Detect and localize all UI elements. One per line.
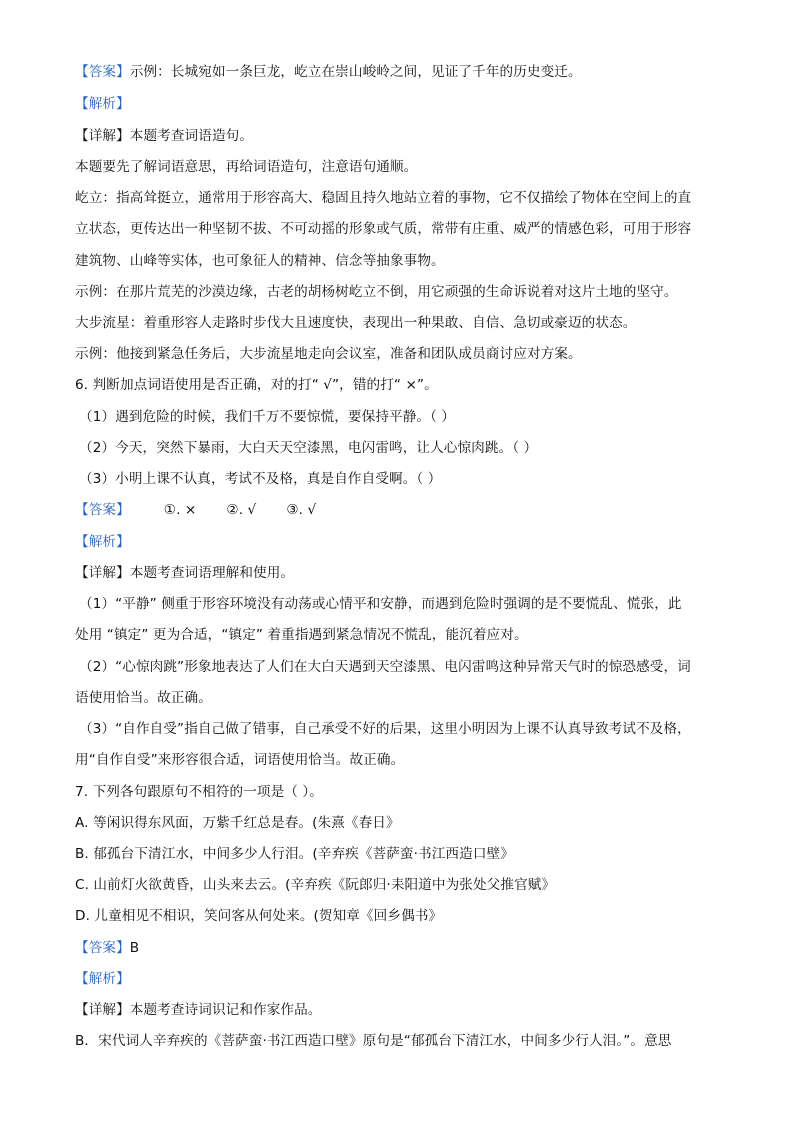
paragraph-line: 用“自作自受”来形容很合适，词语使用恰当。故正确。 — [75, 752, 405, 768]
answer-tag: 【答案】 — [75, 940, 130, 956]
analysis-heading — [75, 969, 715, 989]
paragraph-line: （3）“自作自受”指自己做了错事，自己承受不好的后果，这里小明因为上课不认真导致考试不及格， — [79, 721, 691, 737]
analysis-heading — [75, 94, 715, 114]
choice-a: A. 等闲识得东风面，万紫千红总是春。(朱熹《春日》 — [75, 815, 400, 831]
detail-text: 本题考查词语理解和使用。 — [129, 565, 295, 581]
paragraph-line: 立状态，更传达出一种坚韧不拔、不可动摇的形象或气质，常带有庄重、威严的情感色彩，可用于形容 — [75, 221, 692, 237]
paragraph-line: 示例：在那片荒芜的沙漠边缘，古老的胡杨树屹立不倒，用它顽强的生命诉说着对这片土地的坚守。 — [75, 284, 678, 300]
choice-c: C. 山前灯火欲黄昏，山头来去云。(辛弃疾《阮郎归·耒阳道中为张处父推官赋》 — [75, 877, 556, 893]
answer-item: ③. √ — [286, 502, 317, 518]
analysis-heading — [75, 532, 715, 552]
question-item: （3）小明上课不认真，考试不及格，真是自作自受啊。（ ） — [79, 471, 442, 487]
paragraph-line: 处用 “镇定” 更为合适，“镇定” 着重指遇到紧急情况不慌乱，能沉着应对。 — [75, 627, 528, 643]
detail-tag: 【详解】 — [75, 128, 130, 144]
paragraph-line: （1）“平静” 侧重于形容环境没有动荡或心情平和安静，而遇到危险时强调的是不要慌乱、慌张，此 — [79, 596, 682, 612]
answer-item: ①. × — [163, 502, 197, 518]
analysis-tag: 【解析】 — [75, 96, 130, 112]
answer-line — [75, 62, 715, 82]
answer-tag: 【答案】 — [75, 64, 130, 80]
detail-line — [75, 126, 715, 146]
answer-text: 示例：长城宛如一条巨龙，屹立在崇山峻岭之间，见证了千年的历史变迁。 — [129, 64, 582, 80]
paragraph-line: 本题要先了解词语意思，再给词语造句，注意语句通顺。 — [75, 159, 418, 175]
detail-text: 本题考查诗词识记和作家作品。 — [129, 1002, 322, 1018]
answer-item: ②. √ — [226, 502, 257, 518]
detail-line — [75, 563, 715, 583]
paragraph-line: 语使用恰当。故正确。 — [75, 690, 212, 706]
paragraph-line: 大步流星：着重形容人走路时步伐大且速度快，表现出一种果敢、自信、急切或豪迈的状态。 — [75, 315, 637, 331]
paragraph-line: 示例：他接到紧急任务后，大步流星地走向会议室，准备和团队成员商讨应对方案。 — [75, 346, 582, 362]
detail-tag: 【详解】 — [75, 1002, 130, 1018]
answer-line — [75, 500, 715, 520]
detail-tag: 【详解】 — [75, 565, 130, 581]
answer-text: B — [129, 940, 140, 956]
detail-text: 本题考查词语造句。 — [129, 128, 254, 144]
paragraph-line: （2）“心惊肉跳”形象地表达了人们在大白天遇到天空漆黑、电闪雷鸣这种异常天气时的惊恐感受，词 — [79, 659, 691, 675]
detail-line — [75, 1000, 715, 1020]
paragraph-line: 屹立：指高耸挺立，通常用于形容高大、稳固且持久地站立着的事物，它不仅描绘了物体在空间上的直 — [75, 190, 692, 206]
choice-d: D. 儿童相见不相识，笑问客从何处来。(贺知章《回乡偶书》 — [75, 908, 443, 924]
question-item: （2）今天，突然下暴雨，大白天天空漆黑，电闪雷鸣，让人心惊肉跳。（ ） — [79, 440, 538, 456]
question-item: （1）遇到危险的时候，我们千万不要惊慌，要保持平静。（ ） — [79, 409, 456, 425]
answer-tag: 【答案】 — [75, 502, 130, 518]
analysis-tag: 【解析】 — [75, 534, 130, 550]
analysis-tag: 【解析】 — [75, 971, 130, 987]
answer-line — [75, 938, 715, 958]
paragraph-line: B．宋代词人辛弃疾的《菩萨蛮·书江西造口壁》原句是“郁孤台下清江水，中间多少行人泪。”。意思 — [75, 1033, 672, 1049]
question-title: 7. 下列各句跟原句不相符的一项是（ ）。 — [75, 784, 324, 800]
question-title: 6. 判断加点词语使用是否正确，对的打“ √”，错的打“ ×”。 — [75, 377, 438, 393]
choice-b: B. 郁孤台下清江水，中间多少人行泪。(辛弃疾《菩萨蛮·书江西造口壁》 — [75, 846, 514, 862]
paragraph-line: 建筑物、山峰等实体，也可象征人的精神、信念等抽象事物。 — [75, 253, 445, 269]
